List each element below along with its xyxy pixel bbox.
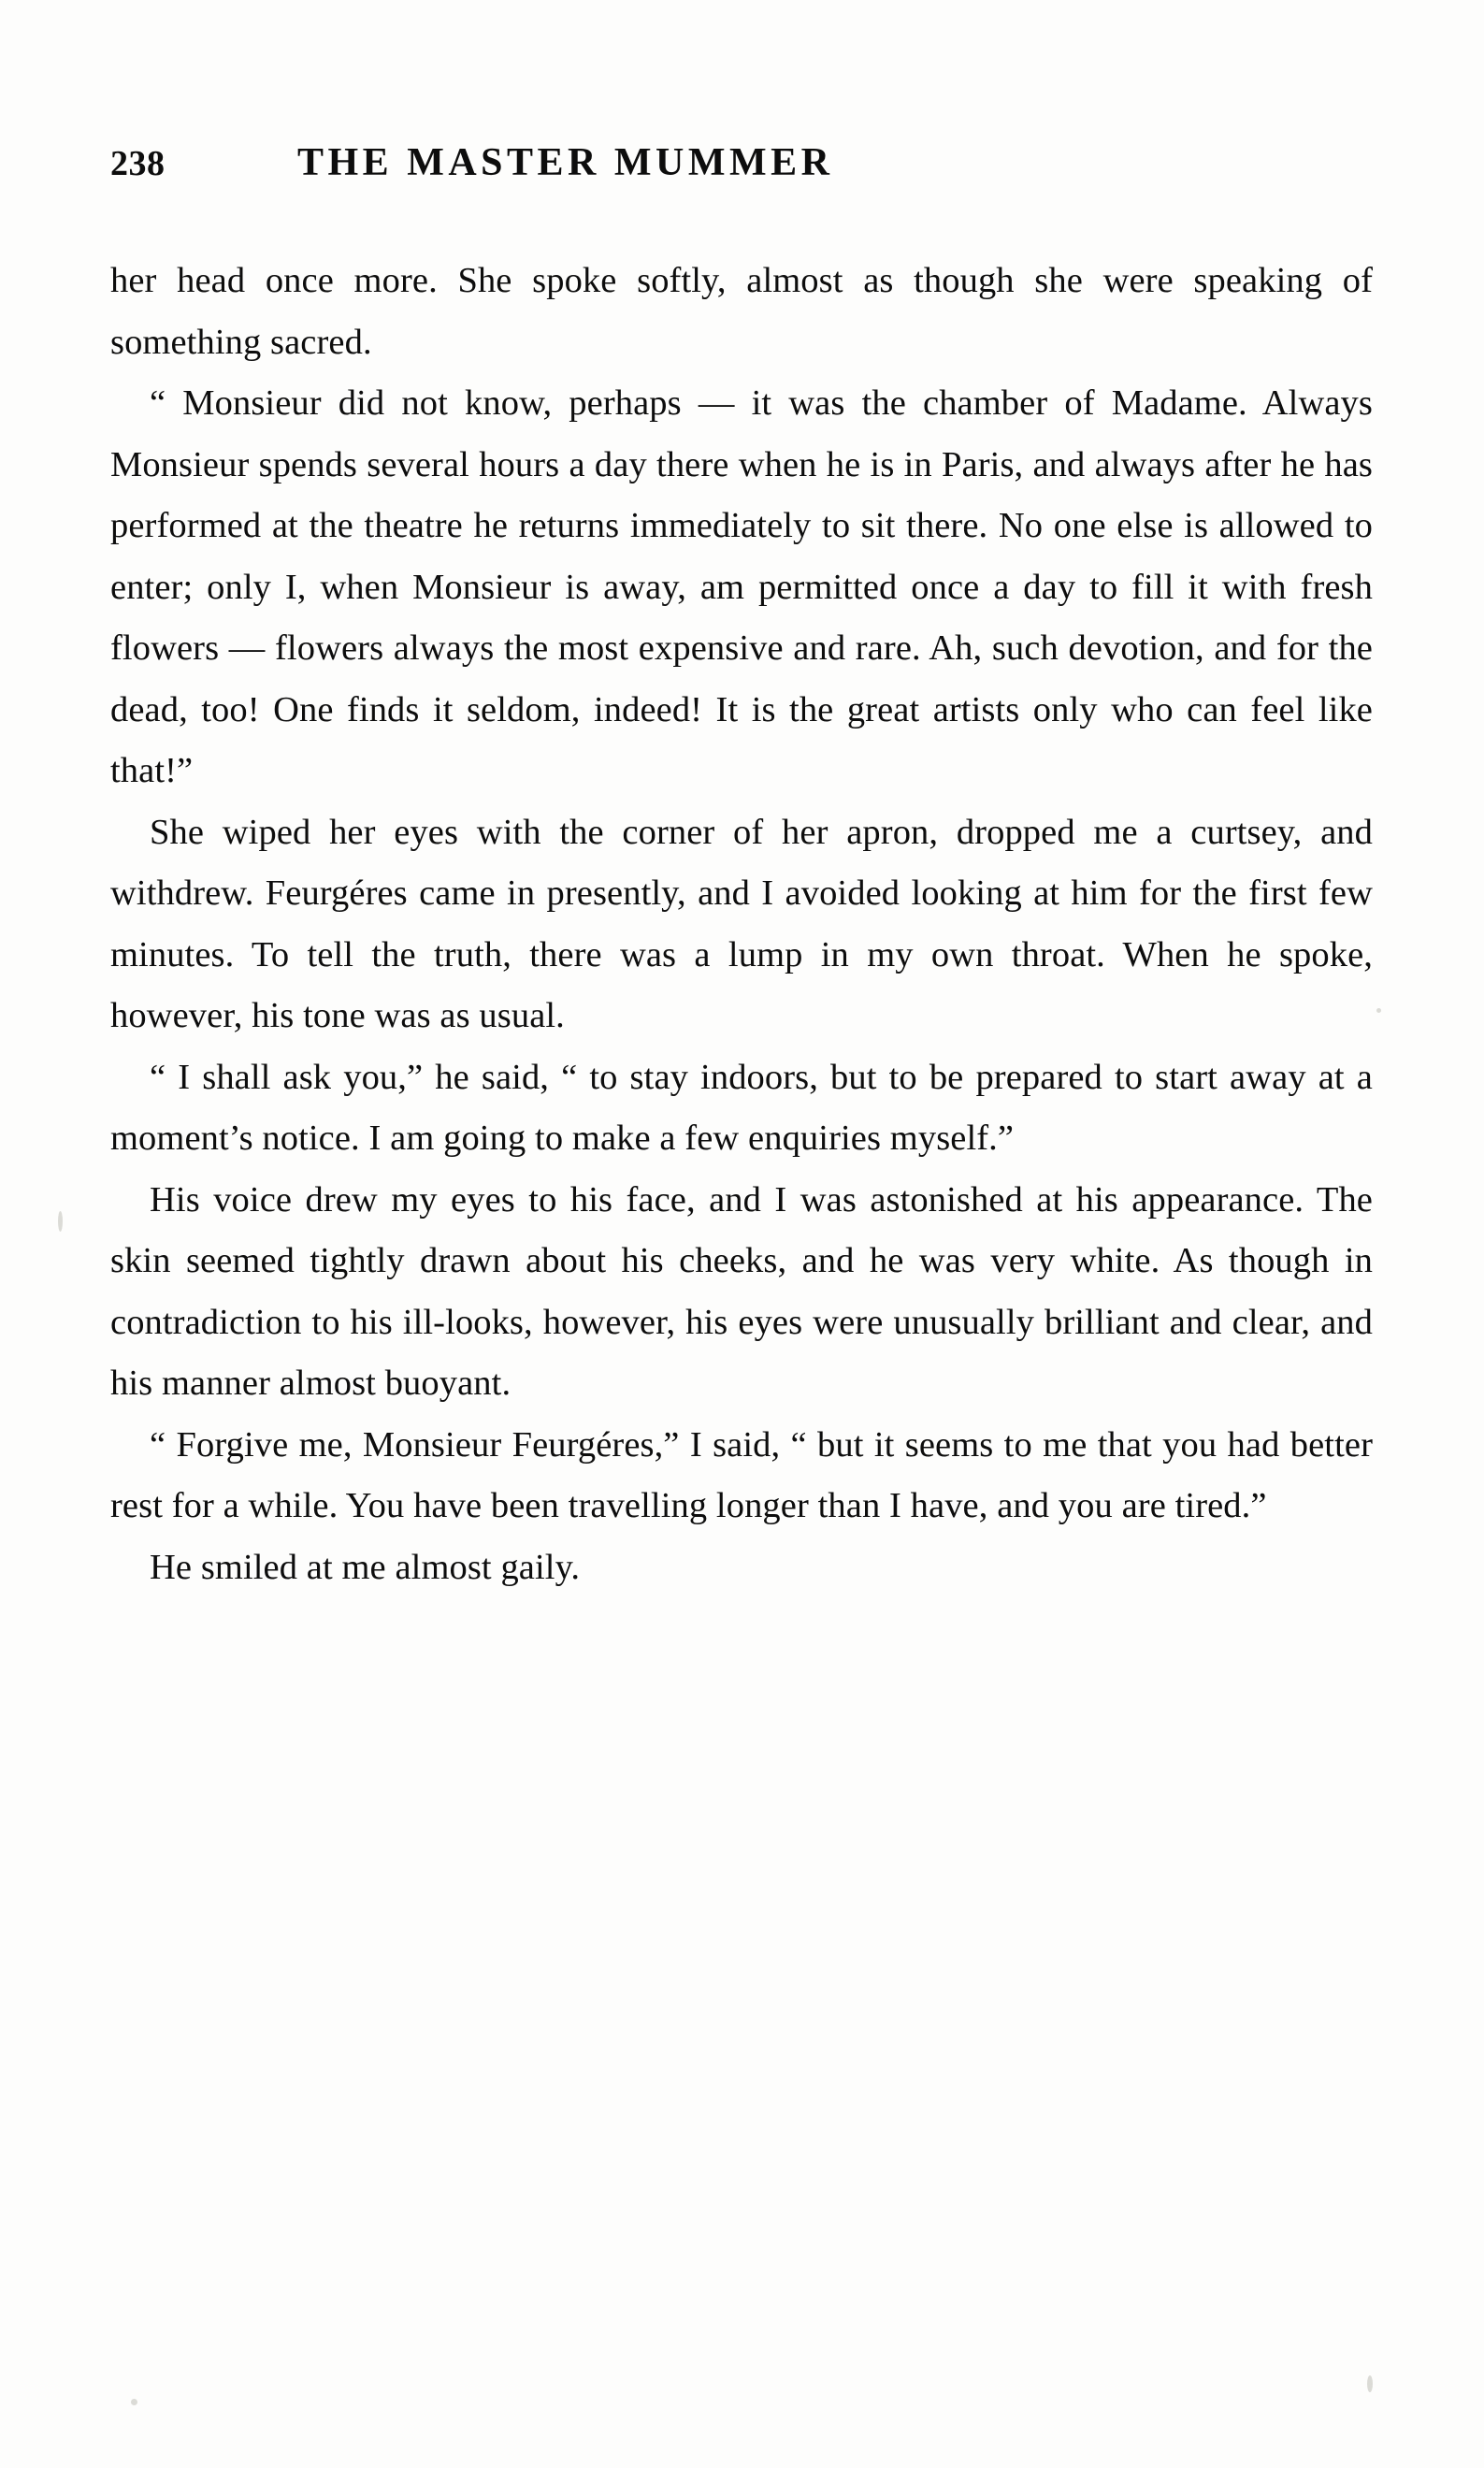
scan-speck — [1367, 2375, 1373, 2392]
paragraph: “ I shall ask you,” he said, “ to stay indoors, but to be prepared to start away at a moment’s notice. I am going to make a few enquiries myself.” — [110, 1057, 1373, 1158]
body-text — [110, 251, 1373, 1598]
page-content — [110, 140, 1373, 1598]
paragraph: her head once more. She spoke softly, almost as though she were speaking of something sacred. — [110, 261, 1373, 362]
scan-speck — [131, 2399, 137, 2405]
paragraph: He smiled at me almost gaily. — [150, 1547, 581, 1587]
scan-speck — [58, 1211, 63, 1232]
paragraph: “ Monsieur did not know, perhaps — it was the chamber of Madame. Always Monsieur spends several hours a day there when he is in Paris, and always after he has performed at the theatre he returns immediately to sit there. No one else is allowed to enter; only I, when Monsieur is away, am permitted once a day to fill it with fresh flowers — flowers always the most expensive and rare. Ah, such devotion, and for the dead, too! One finds it seldom, indeed! It is the great artists only who can feel like that!” — [110, 383, 1373, 790]
scan-speck — [1376, 1008, 1381, 1013]
page-number: 238 — [110, 144, 166, 183]
paragraph: She wiped her eyes with the corner of her apron, dropped me a curtsey, and withdrew. Feurgéres came in presently, and I avoided looking at him for the first few minutes. To tell the truth, there was a lump in my own throat. When he spoke, however, his tone was as usual. — [110, 812, 1373, 1035]
paragraph: “ Forgive me, Monsieur Feurgéres,” I said, “ but it seems to me that you had better rest for a while. You have been travelling longer than I have, and you are tired.” — [110, 1424, 1373, 1525]
paragraph: His voice drew my eyes to his face, and I was astonished at his appearance. The skin seemed tightly drawn about his cheeks, and he was very white. As though in contradiction to his ill-looks, however, his eyes were unusually brilliant and clear, and his manner almost buoyant. — [110, 1179, 1373, 1403]
running-head — [110, 140, 1373, 196]
page-title: THE MASTER MUMMER — [297, 141, 834, 184]
